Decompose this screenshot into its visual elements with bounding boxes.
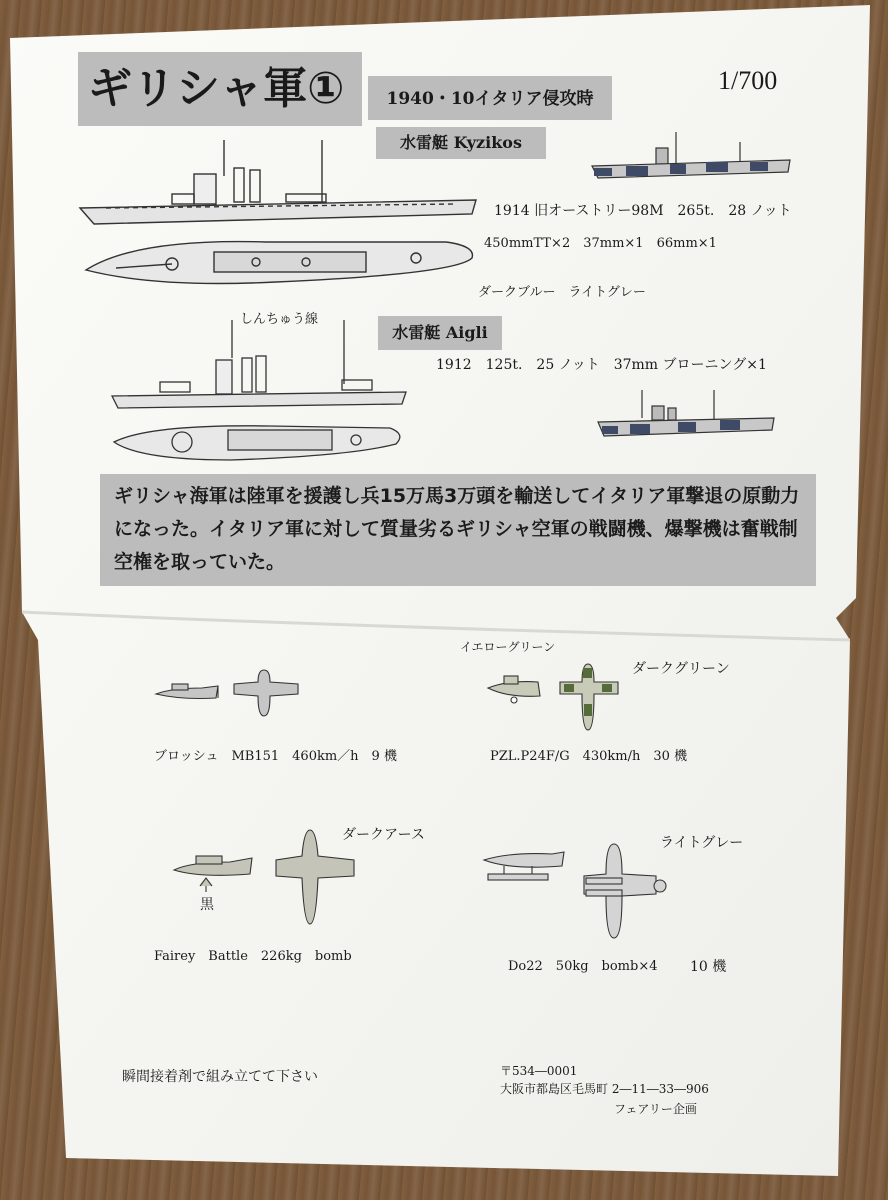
black-marker-label: 黒 (200, 897, 214, 913)
history-paragraph: ギリシャ海軍は陸軍を援護し兵15万馬3万頭を輸送してイタリア軍撃退の原動力になった。イタリア軍に対して質量劣るギリシャ空軍の戦闘機、爆撃機は奮戦制空権を取っていた。 (100, 474, 816, 586)
mb151-drawings (152, 664, 300, 722)
company-name: フェアリー企画 (614, 1102, 697, 1116)
mb151-spec: ブロッシュ MB151 460km／h 9 機 (154, 749, 397, 764)
ship-name-aigli: 水雷艇 Aigli (378, 316, 502, 350)
brass-line-annotation: しんちゅう線 (240, 312, 319, 327)
kyzikos-side-view (76, 136, 486, 296)
pzl-spec: PZL.P24F/G 430km/h 30 機 (490, 749, 688, 764)
aigli-color-profile (596, 388, 778, 442)
page-title: ギリシャ軍① (78, 52, 362, 126)
do22-spec: Do22 50kg bomb×4 (508, 959, 658, 974)
pzl-color-label-2: ダークグリーン (632, 661, 730, 677)
kyzikos-color-profile (590, 128, 796, 190)
do22-count: 10 機 (690, 959, 727, 975)
do22-color-label: ライトグレー (660, 835, 744, 851)
address: 大阪市都島区毛馬町 2―11―33―906 (500, 1082, 709, 1096)
pzl-color-label-1: イエローグリーン (460, 640, 556, 654)
subtitle: 1940・10イタリア侵攻時 (368, 76, 612, 120)
kyzikos-spec-line1: 1914 旧オーストリー98M 265t. 28 ノット (494, 203, 792, 219)
battle-spec: Fairey Battle 226kg bomb (154, 949, 352, 964)
kyzikos-colors: ダークブルー ライトグレー (478, 285, 646, 300)
ship-name-kyzikos: 水雷艇 Kyzikos (376, 127, 546, 159)
kyzikos-spec-line2: 450mmTT×2 37mm×1 66mm×1 (484, 236, 717, 251)
assembly-note: 瞬間接着剤で組み立てて下さい (122, 1069, 318, 1085)
scale-label: 1/700 (718, 66, 778, 95)
battle-drawings (170, 826, 362, 930)
postal-code: 〒534―0001 (500, 1064, 578, 1078)
battle-color-label: ダークアース (342, 827, 425, 843)
aigli-spec-line1: 1912 125t. 25 ノット 37mm ブローニング×1 (436, 357, 767, 373)
do22-drawings (480, 838, 672, 944)
aigli-side-view (110, 318, 410, 468)
pzl-drawings (484, 660, 624, 734)
